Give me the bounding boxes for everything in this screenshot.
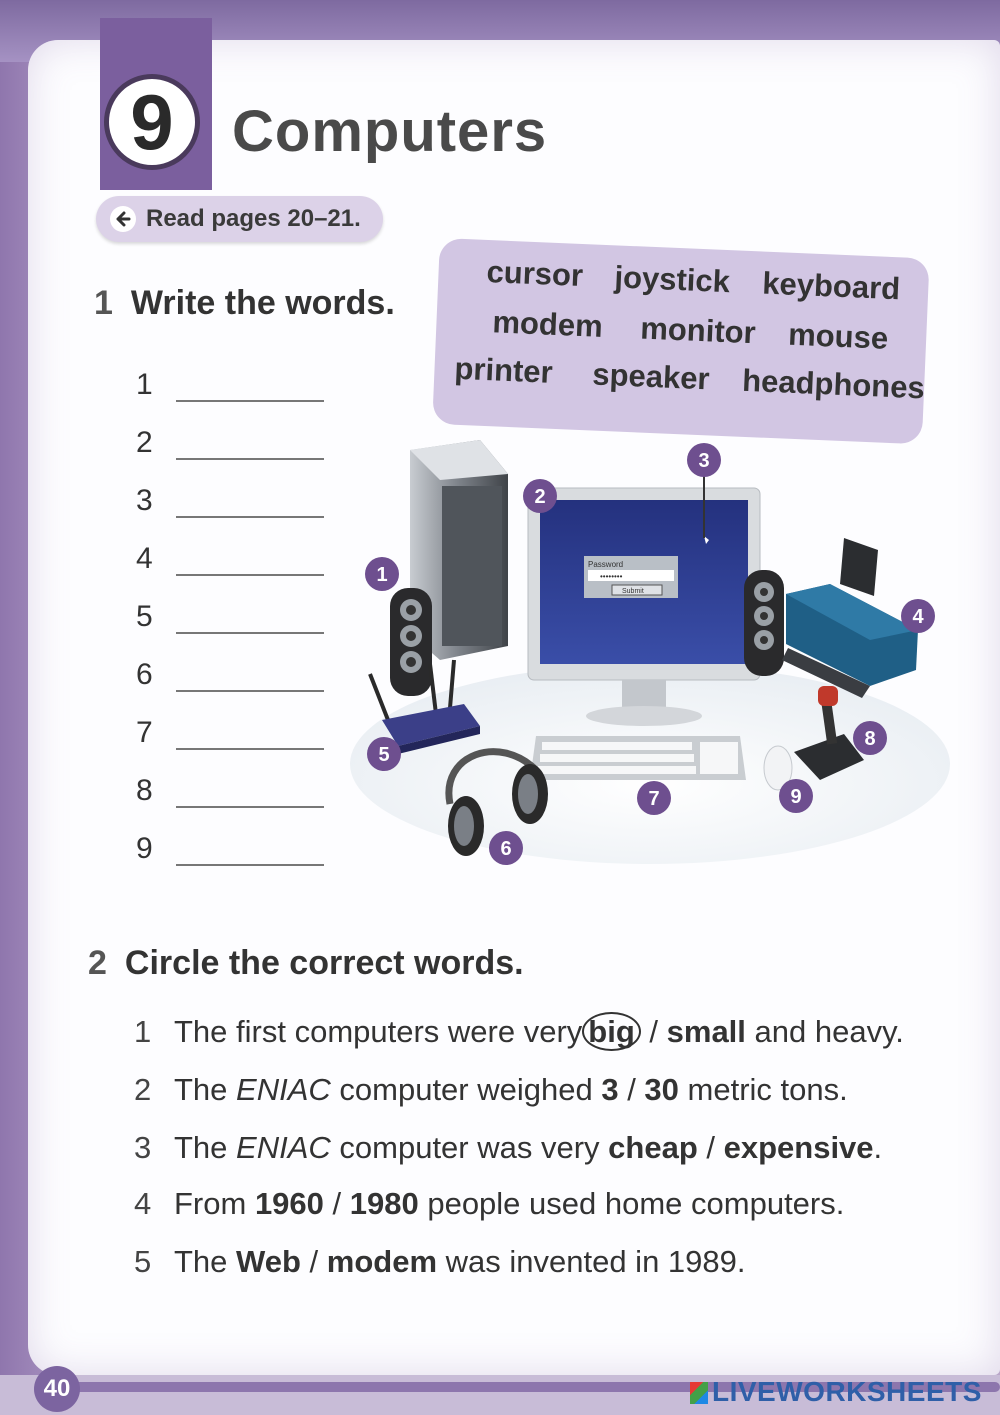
answer-number: 4 [136, 542, 153, 575]
sentence-number: 1 [134, 1014, 152, 1049]
answer-number: 2 [136, 426, 153, 459]
answer-number: 9 [136, 832, 153, 865]
brand-mark-icon [690, 1382, 708, 1404]
sentence-5 [134, 1244, 746, 1280]
option[interactable]: 3 [601, 1072, 619, 1107]
sentence-text: metric tons. [678, 1072, 848, 1107]
label-5: 5 [378, 744, 390, 766]
answer-row [136, 658, 324, 692]
label-6: 6 [500, 838, 512, 860]
word-bank-item: speaker [591, 356, 711, 397]
answer-blank[interactable] [176, 776, 324, 808]
answer-blank[interactable] [176, 544, 324, 576]
answer-blank[interactable] [176, 660, 324, 692]
sentence-text: The first computers were very [174, 1014, 583, 1049]
word-bank-item: keyboard [761, 265, 901, 307]
option[interactable]: expensive [723, 1130, 874, 1165]
answer-blank[interactable] [176, 370, 324, 402]
option-separator: / [697, 1130, 724, 1165]
option-separator: / [300, 1244, 327, 1279]
answer-blank[interactable] [176, 718, 324, 750]
label-1: 1 [376, 564, 388, 586]
page-title: Computers [232, 99, 548, 164]
word-bank-item: mouse [787, 316, 889, 356]
keyboard [530, 736, 746, 780]
answer-number: 8 [136, 774, 153, 807]
option[interactable]: modem [326, 1244, 438, 1279]
answer-row [136, 832, 324, 866]
word-bank-item: joystick [613, 259, 731, 300]
option-separator: / [618, 1072, 645, 1107]
read-pages-text: Read pages 20–21. [146, 205, 361, 232]
option[interactable]: 1960 [254, 1186, 324, 1221]
password-label: Password [588, 560, 624, 569]
answer-number: 1 [136, 368, 153, 401]
printer [782, 538, 918, 698]
answer-row [136, 542, 324, 576]
answer-row [136, 484, 324, 518]
word-bank-item: monitor [639, 310, 757, 351]
unit-number: 9 [104, 74, 200, 170]
sentence-number: 3 [134, 1130, 152, 1165]
sentence-number: 4 [134, 1186, 152, 1221]
answer-row [136, 368, 324, 402]
option[interactable]: 30 [644, 1072, 679, 1107]
option[interactable]: Web [236, 1244, 301, 1279]
answer-row [136, 774, 324, 808]
exercise-number: 2 [88, 944, 107, 982]
option[interactable]: 1980 [349, 1186, 419, 1221]
word-bank-item: cursor [485, 253, 584, 294]
brand-logo [690, 1376, 982, 1408]
sentence-text: . [873, 1130, 883, 1165]
sentence-1 [134, 1014, 904, 1050]
sentence-italic: ENIAC [236, 1130, 331, 1165]
answer-row [136, 426, 324, 460]
page-number: 40 [34, 1366, 80, 1412]
arrow-left-icon [110, 206, 136, 232]
sentence-text: From [174, 1186, 255, 1221]
sentence-italic: ENIAC [236, 1072, 331, 1107]
sentence-3 [134, 1130, 882, 1166]
word-bank [432, 238, 929, 444]
sentence-text: people used home computers. [418, 1186, 845, 1221]
label-3: 3 [698, 450, 710, 472]
read-pages-pill [96, 196, 383, 242]
answer-number: 5 [136, 600, 153, 633]
word-bank-item: modem [491, 304, 604, 344]
sentence-text: computer was very [330, 1130, 609, 1165]
sentence-text: computer weighed [330, 1072, 602, 1107]
sentence-text: The [174, 1130, 237, 1165]
answer-blank[interactable] [176, 486, 324, 518]
speaker-left [390, 588, 432, 696]
label-8: 8 [864, 728, 876, 750]
answer-number: 7 [136, 716, 153, 749]
label-7: 7 [648, 788, 660, 810]
answer-number: 3 [136, 484, 153, 517]
exercise-1-heading [94, 284, 395, 323]
sentence-number: 2 [134, 1072, 152, 1107]
sentence-text: and heavy. [745, 1014, 904, 1049]
exercise-title: Write the words. [130, 284, 395, 322]
submit-button: Submit [622, 588, 644, 595]
label-4: 4 [912, 606, 924, 628]
sentence-number: 5 [134, 1244, 152, 1279]
answer-blank[interactable] [176, 602, 324, 634]
password-value: •••••••• [600, 572, 623, 581]
answer-row [136, 600, 324, 634]
label-2: 2 [534, 486, 546, 508]
option-separator: / [323, 1186, 350, 1221]
label-9: 9 [790, 786, 802, 808]
computer-illustration [330, 434, 950, 874]
exercise-number: 1 [94, 284, 113, 322]
word-bank-item: headphones [741, 362, 926, 406]
sentence-text: The [174, 1244, 237, 1279]
option[interactable]: cheap [608, 1130, 698, 1165]
option[interactable]: small [666, 1014, 746, 1049]
sentence-2 [134, 1072, 848, 1108]
exercise-title: Circle the correct words. [124, 944, 524, 982]
answer-row [136, 716, 324, 750]
brand-text: LIVEWORKSHEETS [712, 1376, 982, 1407]
exercise-2-heading [88, 944, 524, 983]
option-separator: / [640, 1014, 667, 1049]
sentence-text: was invented in 1989. [437, 1244, 746, 1279]
answer-blank[interactable] [176, 428, 324, 460]
sentence-4 [134, 1186, 844, 1222]
answer-blank[interactable] [176, 834, 324, 866]
option-circled[interactable]: big [582, 1012, 641, 1051]
speaker-right [744, 570, 784, 676]
word-bank-item: printer [453, 350, 554, 390]
sentence-text: The [174, 1072, 237, 1107]
answer-number: 6 [136, 658, 153, 691]
